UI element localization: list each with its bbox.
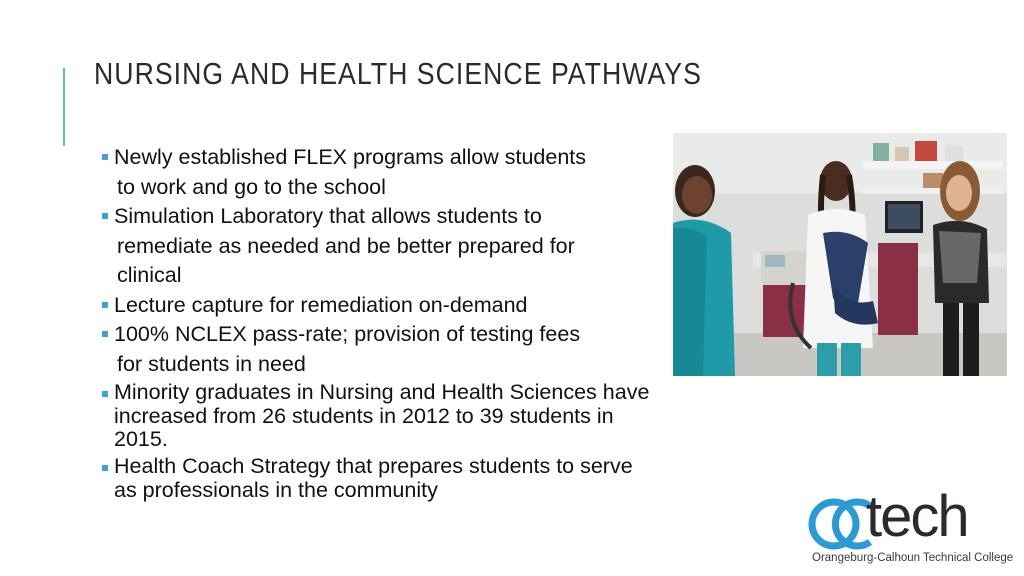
logo-subtitle: Orangeburg-Calhoun Technical College	[812, 552, 1014, 564]
logo-wordmark: tech	[866, 484, 968, 549]
bullet-line: clinical	[117, 263, 182, 287]
bullet-line: for students in need	[117, 351, 306, 376]
bullet-line: Minority graduates in Nursing and Health Sciences have	[114, 380, 650, 404]
bullet-line: as professionals in the community	[114, 478, 438, 502]
bullet-item	[102, 454, 649, 502]
bullet-line: increased from 26 students in 2012 to 39 students in	[114, 404, 614, 428]
photo-illustration	[673, 133, 1007, 376]
bullet-line: 2015.	[114, 427, 168, 451]
bullet-list	[102, 143, 649, 502]
bullet-line: Newly established FLEX programs allow students	[114, 145, 587, 169]
bullet-line: to work and go to the school	[117, 174, 386, 199]
bullet-item	[102, 291, 649, 321]
slide-title: NURSING AND HEALTH SCIENCE PATHWAYS	[94, 56, 702, 91]
title-accent-line	[63, 68, 65, 146]
bullet-line: remediate as needed and be better prepared for	[117, 233, 575, 258]
bullet-item	[102, 380, 649, 451]
octech-logo	[806, 484, 1020, 566]
bullet-line: Lecture capture for remediation on-demand	[114, 292, 528, 317]
bullet-line: Health Coach Strategy that prepares students to serve	[114, 454, 633, 478]
simulation-lab-photo	[673, 133, 1007, 376]
bullet-item	[102, 202, 649, 291]
bullet-item	[102, 143, 649, 202]
bullet-item	[102, 320, 649, 379]
bullet-line: 100% NCLEX pass-rate; provision of testing fees	[114, 322, 581, 346]
bullet-line: Simulation Laboratory that allows students to	[114, 204, 542, 228]
